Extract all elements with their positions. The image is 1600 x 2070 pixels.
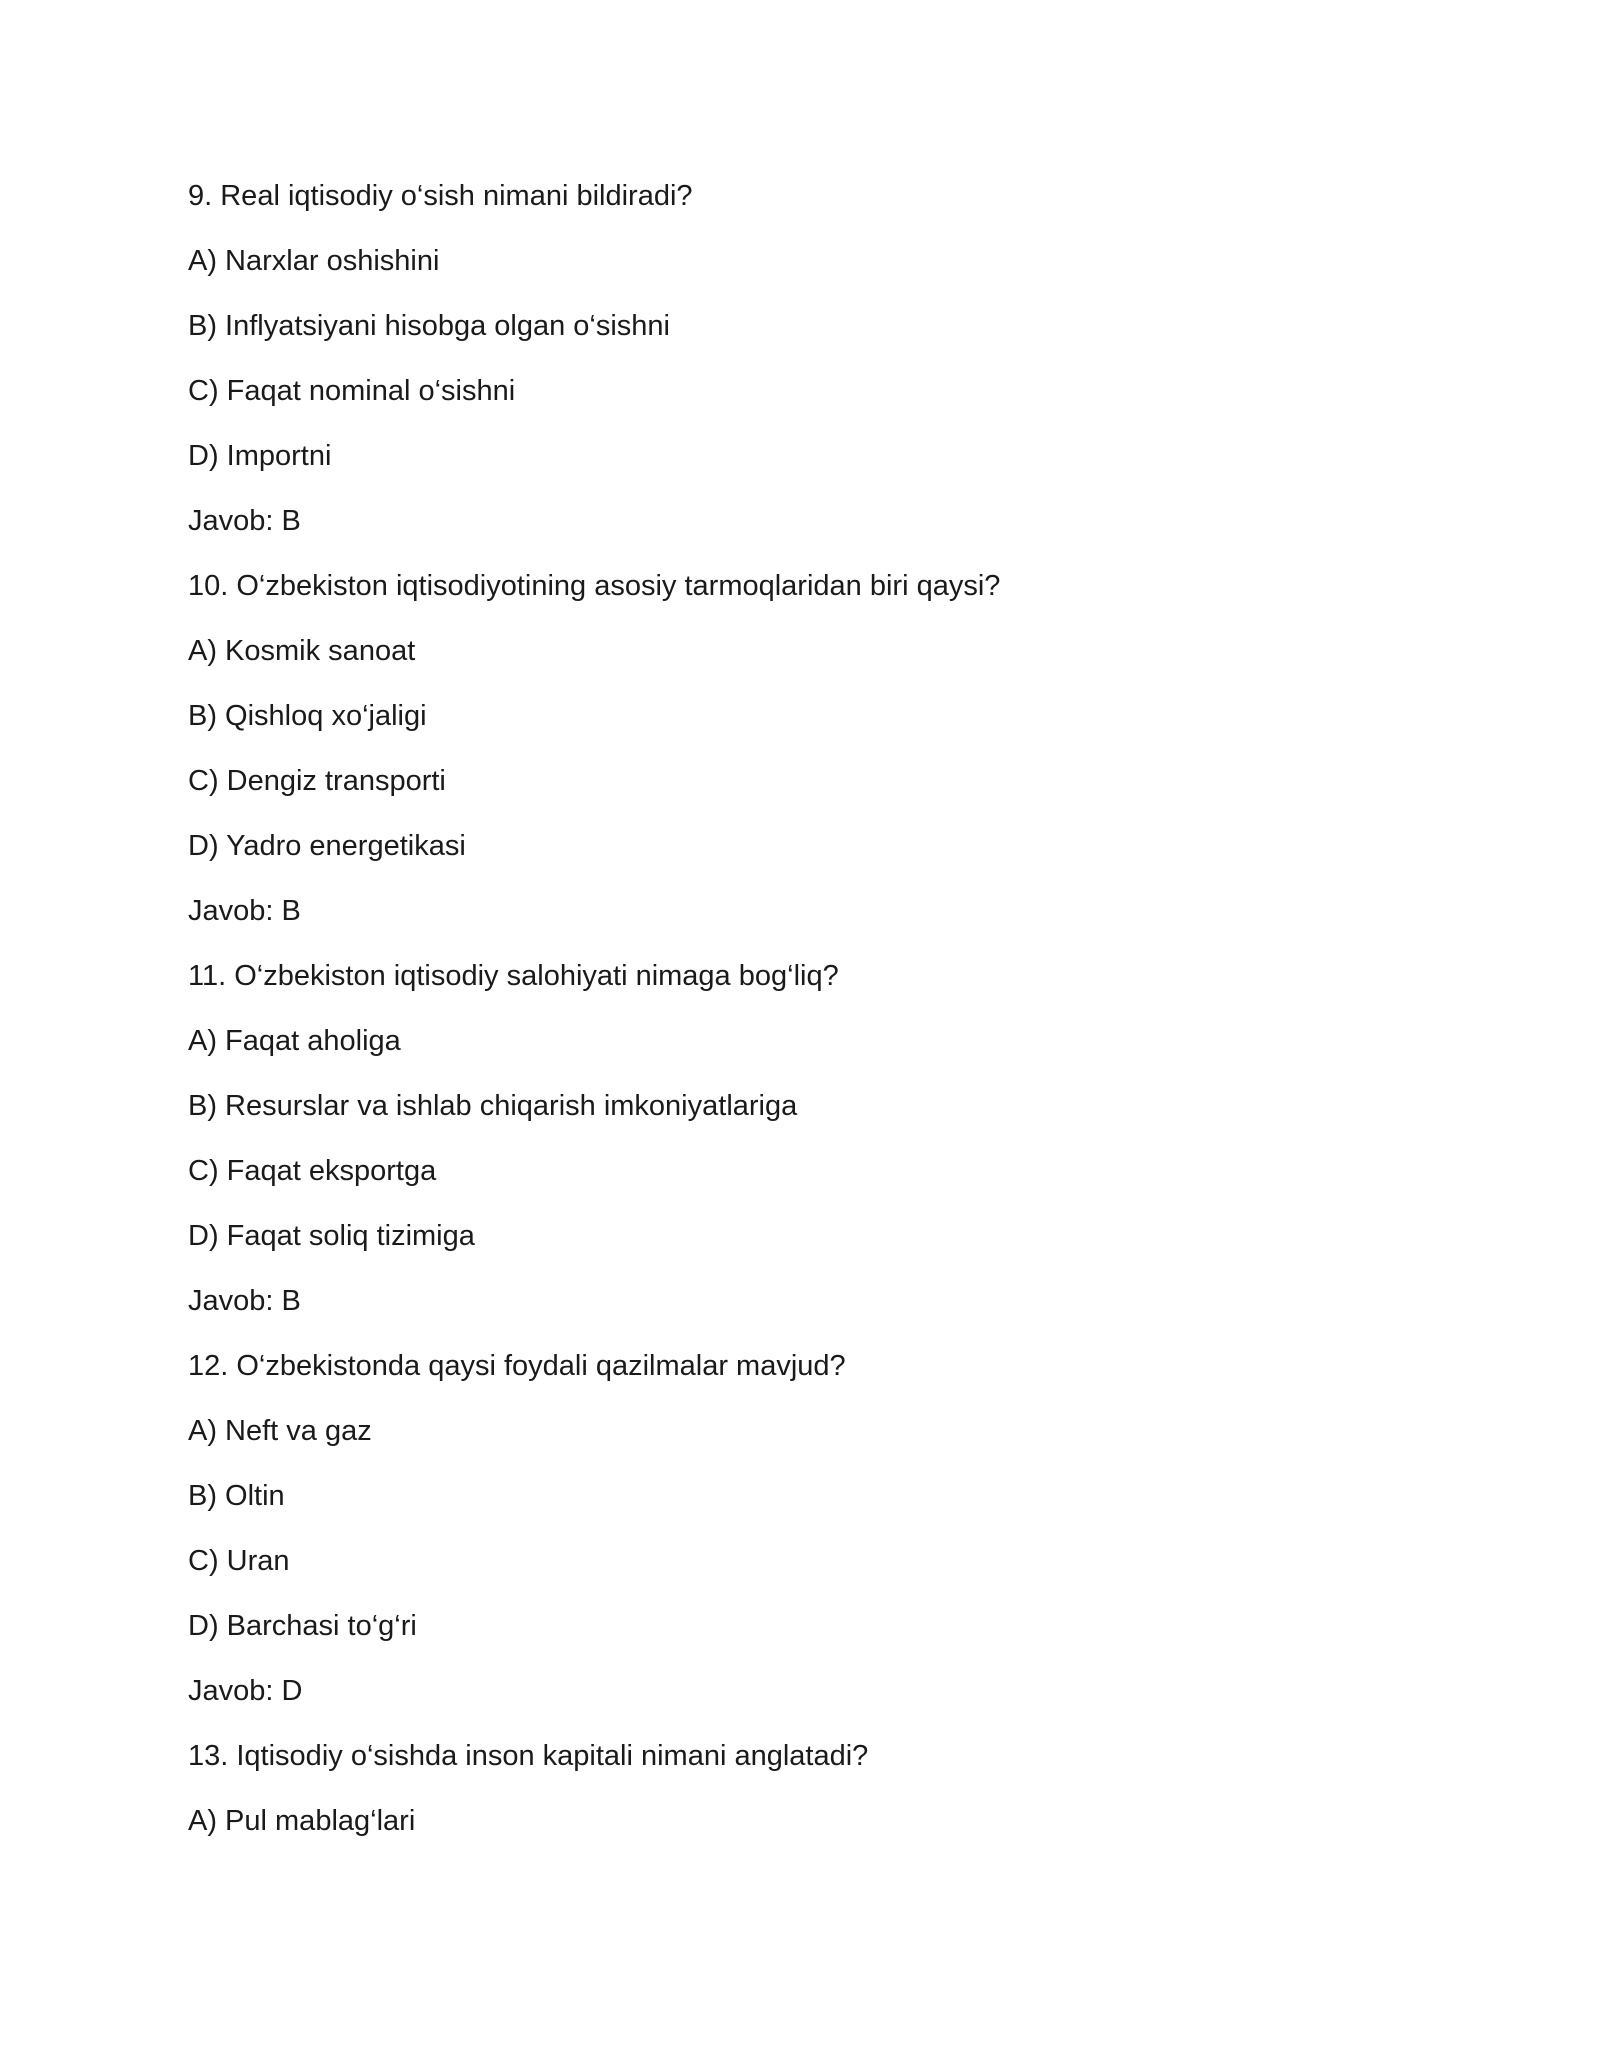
option-c: C) Faqat nominal o‘sishni: [188, 375, 516, 407]
option-d: D) Barchasi to‘g‘ri: [188, 1610, 417, 1642]
option-a: A) Neft va gaz: [188, 1415, 372, 1447]
option-c: C) Dengiz transporti: [188, 765, 446, 797]
question-block-12: [188, 1348, 1438, 1738]
option-a: A) Kosmik sanoat: [188, 635, 416, 667]
option-b: B) Inflyatsiyani hisobga olgan o‘sishni: [188, 310, 670, 342]
question-text: 10. O‘zbekiston iqtisodiyotining asosiy tarmoqlaridan biri qaysi?: [188, 570, 1001, 602]
option-a: A) Faqat aholiga: [188, 1025, 401, 1057]
option-d: D) Yadro energetikasi: [188, 830, 466, 862]
option-d: D) Importni: [188, 440, 332, 472]
option-c: C) Faqat eksportga: [188, 1155, 437, 1187]
question-text: 12. O‘zbekistonda qaysi foydali qazilmalar mavjud?: [188, 1350, 846, 1382]
question-text: 13. Iqtisodiy o‘sishda inson kapitali nimani anglatadi?: [188, 1740, 869, 1772]
option-b: B) Oltin: [188, 1480, 285, 1512]
question-text: 9. Real iqtisodiy o‘sish nimani bildiradi?: [188, 180, 693, 212]
option-b: B) Qishloq xo‘jaligi: [188, 700, 427, 732]
answer-text: Javob: B: [188, 895, 301, 927]
option-b: B) Resurslar va ishlab chiqarish imkoniyatlariga: [188, 1090, 798, 1122]
quiz-content: [188, 178, 1438, 1868]
question-block-9: [188, 178, 1438, 568]
answer-text: Javob: B: [188, 1285, 301, 1317]
option-d: D) Faqat soliq tizimiga: [188, 1220, 475, 1252]
question-block-10: [188, 568, 1438, 958]
question-block-13: [188, 1738, 1438, 1868]
option-a: A) Pul mablag‘lari: [188, 1805, 416, 1837]
option-c: C) Uran: [188, 1545, 290, 1577]
option-a: A) Narxlar oshishini: [188, 245, 440, 277]
question-text: 11. O‘zbekiston iqtisodiy salohiyati nimaga bog‘liq?: [188, 960, 839, 992]
answer-text: Javob: D: [188, 1675, 303, 1707]
answer-text: Javob: B: [188, 505, 301, 537]
question-block-11: [188, 958, 1438, 1348]
